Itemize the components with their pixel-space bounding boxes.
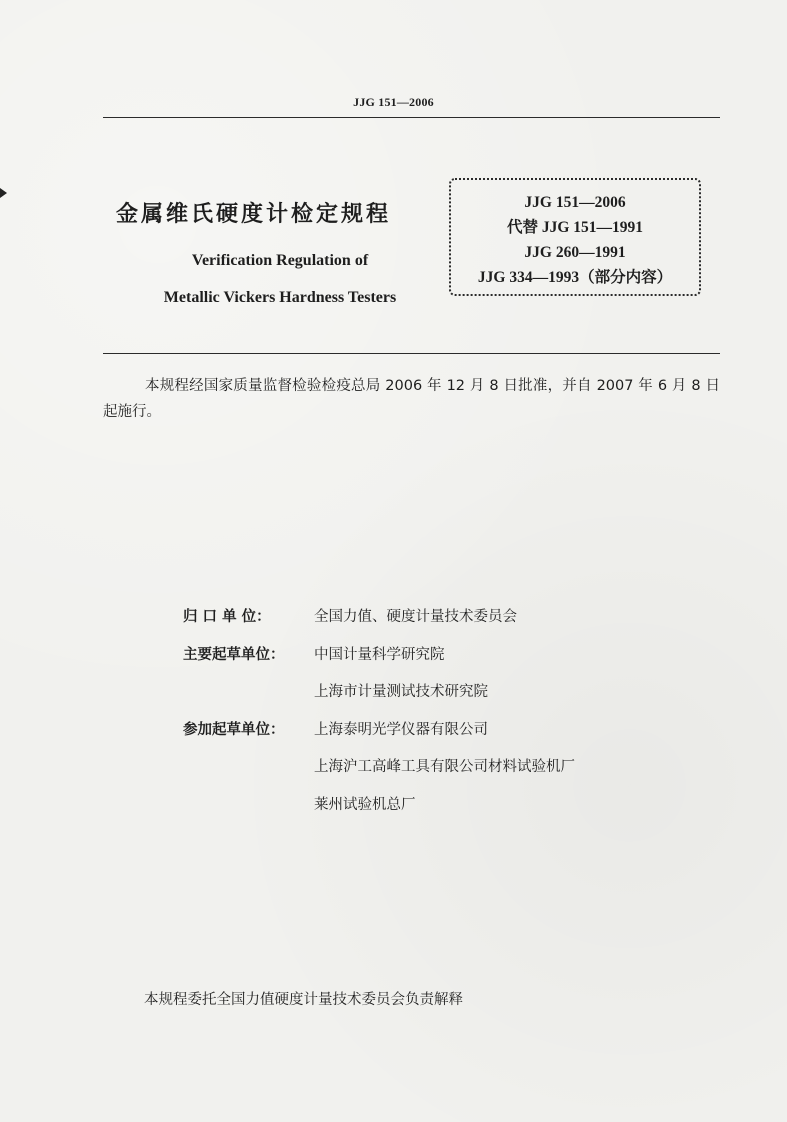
title-english-line1: Verification Regulation of [191, 252, 369, 269]
organization-table [183, 597, 575, 822]
replacement-line1: JJG 151—2006 [524, 194, 626, 211]
replacement-line3: JJG 260—1991 [524, 244, 626, 261]
approval-statement: 本规程经国家质量监督检验检疫总局 2006 年 12 月 8 日批准，并自 2007 年 6 月 8 日起施行。 [103, 378, 720, 420]
participating-unit: 上海泰明光学仪器有限公司 [314, 721, 488, 738]
org-row-participating-cont [183, 747, 575, 785]
responsible-unit-label: 归 口 单 位： [183, 609, 271, 626]
participating-drafting-label: 参加起草单位： [183, 721, 285, 738]
replacement-line4: JJG 334—1993（部分内容） [477, 269, 673, 286]
title-chinese: 金属维氏硬度计检定规程 [116, 202, 392, 227]
org-row-main-drafting [183, 635, 575, 673]
header-rule [103, 117, 720, 118]
participating-unit: 上海沪工高峰工具有限公司材料试验机厂 [314, 759, 575, 776]
main-drafting-unit: 中国计量科学研究院 [314, 646, 445, 663]
title-english-line2: Metallic Vickers Hardness Testers [163, 289, 397, 306]
participating-unit: 莱州试验机总厂 [314, 796, 416, 813]
header-code: JJG 151—2006 [353, 95, 434, 109]
replacement-line2: 代替 JJG 151—1991 [506, 219, 644, 236]
interpretation-note: 本规程委托全国力值硬度计量技术委员会负责解释 [144, 992, 463, 1008]
main-drafting-unit: 上海市计量测试技术研究院 [314, 684, 488, 701]
responsible-unit-value: 全国力值、硬度计量技术委员会 [314, 609, 517, 626]
org-row-main-drafting-cont [183, 672, 575, 710]
binding-mark [0, 188, 7, 198]
main-drafting-label: 主要起草单位： [183, 646, 285, 663]
replacement-box [449, 178, 701, 296]
org-row-participating-cont [183, 785, 575, 823]
org-row-participating [183, 710, 575, 748]
org-row-responsible [183, 597, 575, 635]
title-rule [103, 353, 720, 354]
